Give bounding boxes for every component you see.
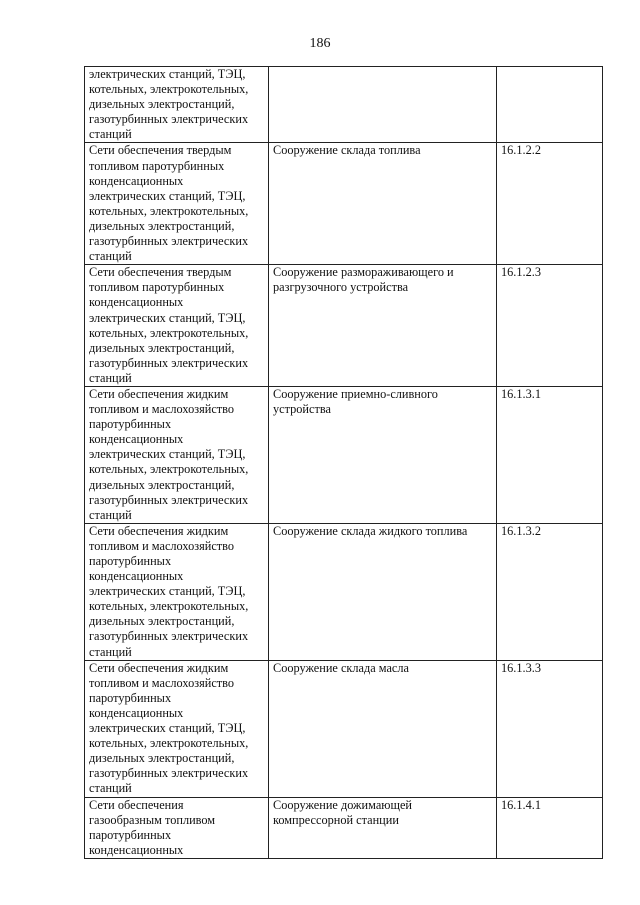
facility-cell (269, 523, 497, 660)
network-cell (85, 143, 269, 265)
facility-cell (269, 660, 497, 797)
table-row (85, 660, 603, 797)
facility-text: Сооружение размораживающего и разгрузочного устройства (273, 265, 454, 295)
code-text: 16.1.3.1 (501, 386, 541, 401)
network-text: Сети обеспечения жидким топливом и маслохозяйство паротурбинных конденсационных электрических станций, ТЭЦ, котельных, электрокотельных, дизельных электростанций, газотурбинных электрических станций (89, 660, 249, 796)
network-text: Сети обеспечения жидким топливом и маслохозяйство паротурбинных конденсационных электрических станций, ТЭЦ, котельных, электрокотельных, дизельных электростанций, газотурбинных электрических станций (89, 523, 249, 659)
network-text: Сети обеспечения газообразным топливом паротурбинных конденсационных (89, 797, 216, 857)
network-text: Сети обеспечения твердым топливом паротурбинных конденсационных электрических станций, ТЭЦ, котельных, электрокотельных, дизельных электростанций, газотурбинных электрических станций (89, 265, 249, 385)
facility-cell (269, 143, 497, 265)
network-cell (85, 660, 269, 797)
code-cell (497, 265, 603, 387)
code-cell (497, 143, 603, 265)
facility-text: Сооружение дожимающей компрессорной станции (273, 797, 412, 827)
code-cell (497, 386, 603, 523)
code-text: 16.1.3.2 (501, 523, 541, 538)
network-text: электрических станций, ТЭЦ, котельных, электрокотельных, дизельных электростанций, газотурбинных электрических станций (89, 67, 249, 142)
network-cell (85, 265, 269, 387)
code-cell (497, 523, 603, 660)
facility-text: Сооружение склада топлива (273, 143, 421, 158)
table-row (85, 67, 603, 143)
code-cell (497, 797, 603, 858)
page-number: 186 (309, 36, 331, 51)
facility-text: Сооружение склада жидкого топлива (273, 523, 468, 538)
facility-cell (269, 797, 497, 858)
code-text: 16.1.2.3 (501, 265, 541, 280)
code-cell (497, 660, 603, 797)
code-cell (497, 67, 603, 143)
table-row (85, 143, 603, 265)
code-text: 16.1.4.1 (501, 797, 541, 812)
table-row (85, 386, 603, 523)
facilities-table (84, 66, 603, 859)
table-row (85, 523, 603, 660)
table-row (85, 265, 603, 387)
code-text: 16.1.3.3 (501, 660, 541, 675)
network-text: Сети обеспечения твердым топливом паротурбинных конденсационных электрических станций, ТЭЦ, котельных, электрокотельных, дизельных электростанций, газотурбинных электрических станций (89, 143, 249, 264)
network-cell (85, 386, 269, 523)
table-row (85, 797, 603, 858)
facility-cell (269, 386, 497, 523)
network-cell (85, 67, 269, 143)
facility-cell (269, 265, 497, 387)
network-cell (85, 523, 269, 660)
network-text: Сети обеспечения жидким топливом и маслохозяйство паротурбинных конденсационных электрических станций, ТЭЦ, котельных, электрокотельных, дизельных электростанций, газотурбинных электрических станций (89, 386, 249, 522)
facility-text: Сооружение склада масла (273, 660, 409, 675)
facility-text: Сооружение приемно-сливного устройства (273, 386, 438, 417)
code-text: 16.1.2.2 (501, 143, 541, 158)
facility-cell (269, 67, 497, 143)
network-cell (85, 797, 269, 858)
